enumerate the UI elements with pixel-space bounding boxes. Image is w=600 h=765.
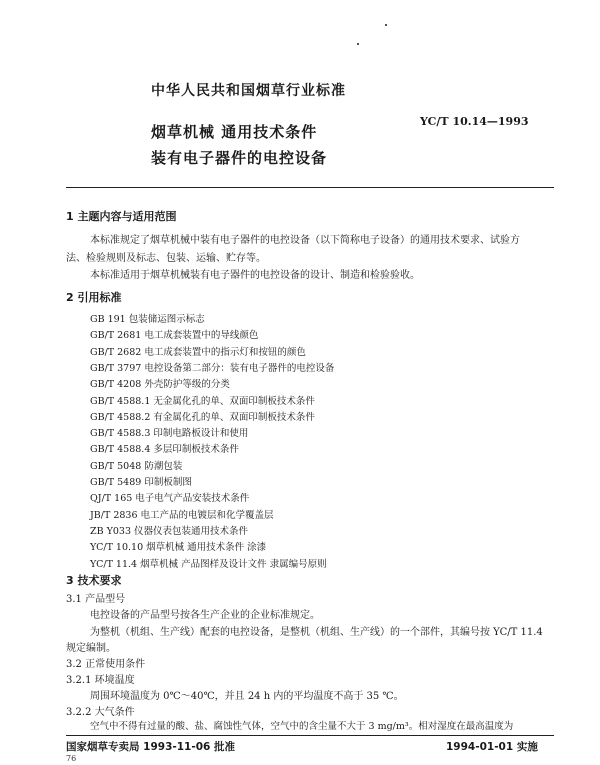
header-rule bbox=[66, 187, 554, 188]
reference-item: GB 191 包装储运图示标志 bbox=[90, 314, 205, 325]
section-3-1-paragraph-1: 电控设备的产品型号按各生产企业的企业标准规定。 bbox=[90, 610, 320, 621]
reference-item: GB/T 4588.1 无金属化孔的单、双面印制板技术条件 bbox=[90, 395, 315, 407]
reference-item: GB/T 4208 外壳防护等级的分类 bbox=[90, 379, 230, 391]
footer-rule bbox=[66, 735, 554, 736]
standard-code: YC/T 10.14—1993 bbox=[420, 115, 529, 128]
section-2-heading: 2 引用标准 bbox=[66, 291, 122, 304]
reference-item: GB/T 5048 防潮包装 bbox=[90, 460, 183, 472]
reference-item: QJ/T 165 电子电气产品安装技术条件 bbox=[90, 493, 250, 505]
section-1-paragraph-2: 本标准适用于烟草机械装有电子器件的电控设备的设计、制造和检验验收。 bbox=[90, 270, 420, 281]
reference-item: GB/T 4588.4 多层印制板技术条件 bbox=[90, 444, 239, 456]
section-1-paragraph-1-line-1: 本标准规定了烟草机械中装有电子器件的电控设备（以下简称电子设备）的通用技术要求、试验方 bbox=[90, 235, 520, 246]
title-line-1: 烟草机械 通用技术条件 bbox=[151, 123, 318, 141]
section-3-2-1-heading: 3.2.1 环境温度 bbox=[66, 675, 135, 686]
reference-item: JB/T 2836 电工产品的电镀层和化学覆盖层 bbox=[90, 509, 274, 521]
reference-item: YC/T 10.10 烟草机械 通用技术条件 涂漆 bbox=[90, 542, 267, 554]
reference-item: GB/T 4588.2 有金属化孔的单、双面印制板技术条件 bbox=[90, 411, 315, 423]
reference-item: GB/T 3797 电控设备第二部分：装有电子器件的电控设备 bbox=[90, 362, 335, 374]
reference-item: GB/T 2682 电工成套装置中的指示灯和按钮的颜色 bbox=[90, 346, 306, 358]
reference-item: GB/T 2681 电工成套装置中的导线颜色 bbox=[90, 330, 259, 342]
page-number: 76 bbox=[66, 754, 77, 763]
section-1-paragraph-1-line-2: 法、检验规则及标志、包装、运输、贮存等。 bbox=[66, 253, 266, 264]
approval-date: 国家烟草专卖局 1993-11-06 批准 bbox=[66, 739, 239, 754]
section-1-heading: 1 主题内容与适用范围 bbox=[66, 210, 177, 223]
section-3-1-heading: 3.1 产品型号 bbox=[66, 594, 126, 605]
implementation-date: 1994-01-01 实施 bbox=[446, 741, 538, 753]
reference-item: GB/T 4588.3 印制电路板设计和使用 bbox=[90, 428, 249, 440]
section-3-2-2-paragraph: 空气中不得有过量的酸、盐、腐蚀性气体，空气中的含尘量不大于 3 mg/m³。相对湿度在最高温度为 bbox=[90, 721, 514, 732]
section-3-2-2-heading: 3.2.2 大气条件 bbox=[66, 707, 135, 718]
section-3-1-paragraph-2-line-1: 为整机（机组、生产线）配套的电控设备，是整机（机组、生产线）的一个部件，其编号按 YC/T 11.4 bbox=[90, 627, 543, 638]
section-3-heading: 3 技术要求 bbox=[66, 574, 122, 587]
scan-mark bbox=[385, 24, 387, 26]
scan-mark bbox=[357, 43, 359, 45]
title-line-2: 装有电子器件的电控设备 bbox=[151, 149, 328, 167]
reference-item: YC/T 11.4 烟草机械 产品图样及设计文件 隶属编号原则 bbox=[90, 558, 327, 570]
section-3-2-heading: 3.2 正常使用条件 bbox=[66, 659, 146, 670]
section-3-2-1-paragraph: 周围环境温度为 0℃～40℃，并且 24 h 内的平均温度不高于 35 ℃。 bbox=[90, 691, 404, 702]
reference-item: GB/T 5489 印制板制图 bbox=[90, 477, 192, 488]
reference-item: ZB Y033 仪器仪表包装通用技术条件 bbox=[90, 525, 249, 537]
issuer-heading: 中华人民共和国烟草行业标准 bbox=[151, 83, 346, 99]
section-3-1-paragraph-2-line-2: 规定编制。 bbox=[66, 643, 116, 654]
